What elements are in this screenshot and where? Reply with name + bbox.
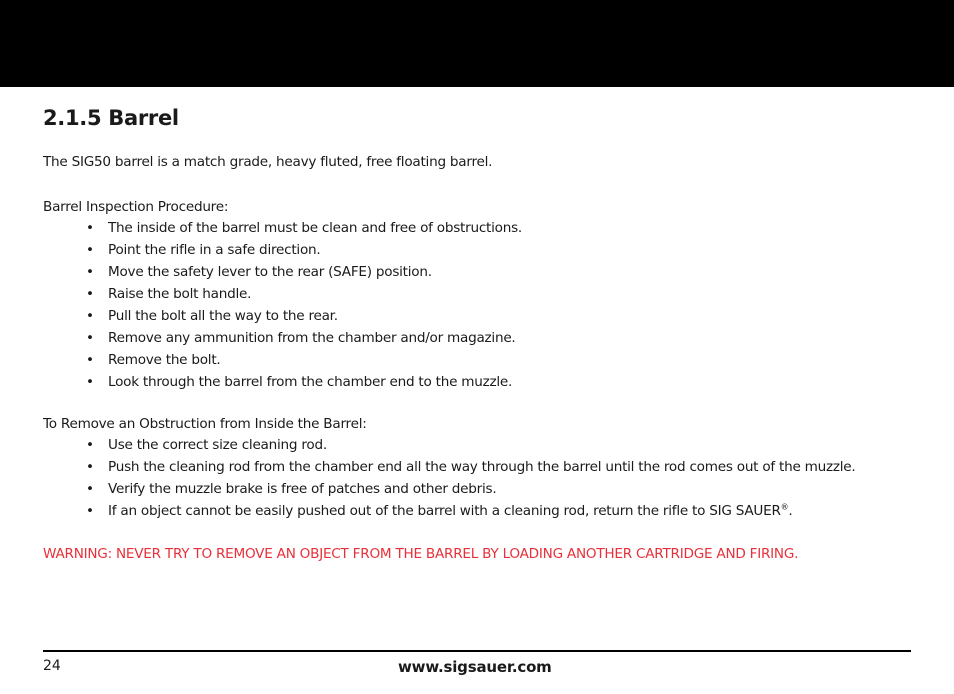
bullet-icon: •	[86, 481, 94, 497]
bullet-icon: •	[86, 459, 94, 475]
bullet-icon: •	[86, 352, 94, 368]
bullet-icon: •	[86, 330, 94, 346]
obstruction-item-end: .	[788, 503, 793, 519]
inspection-item-text: Remove the bolt.	[108, 352, 221, 368]
footer-divider	[43, 650, 911, 652]
obstruction-item-text: Use the correct size cleaning rod.	[108, 437, 327, 453]
obstruction-heading: To Remove an Obstruction from Inside the Barrel:	[43, 416, 367, 432]
registered-mark: ®	[780, 502, 789, 512]
page-number: 24	[43, 658, 61, 674]
intro-paragraph: The SIG50 barrel is a match grade, heavy fluted, free floating barrel.	[43, 154, 493, 170]
header-band	[0, 0, 954, 87]
obstruction-item-text: Push the cleaning rod from the chamber end all the way through the barrel until the rod comes out of the muzzle.	[108, 459, 856, 475]
obstruction-item-text: Verify the muzzle brake is free of patches and other debris.	[108, 481, 497, 497]
bullet-icon: •	[86, 264, 94, 280]
bullet-icon: •	[86, 374, 94, 390]
obstruction-item-text	[108, 502, 792, 520]
inspection-item-text: Pull the bolt all the way to the rear.	[108, 308, 338, 324]
inspection-item-text: The inside of the barrel must be clean and free of obstructions.	[108, 220, 522, 236]
inspection-item-text: Remove any ammunition from the chamber and/or magazine.	[108, 330, 516, 346]
warning-text: WARNING: NEVER TRY TO REMOVE AN OBJECT FROM THE BARREL BY LOADING ANOTHER CARTRIDGE AND FIRING.	[43, 546, 799, 562]
footer-url: www.sigsauer.com	[398, 658, 552, 676]
inspection-item-text: Move the safety lever to the rear (SAFE) position.	[108, 264, 432, 280]
bullet-icon: •	[86, 503, 94, 519]
bullet-icon: •	[86, 286, 94, 302]
bullet-icon: •	[86, 437, 94, 453]
inspection-item-text: Raise the bolt handle.	[108, 286, 252, 302]
obstruction-item-main: If an object cannot be easily pushed out of the barrel with a cleaning rod, return the rifle to SIG SAUER	[108, 503, 781, 519]
inspection-item-text: Look through the barrel from the chamber end to the muzzle.	[108, 374, 513, 390]
bullet-icon: •	[86, 242, 94, 258]
inspection-heading: Barrel Inspection Procedure:	[43, 199, 229, 215]
inspection-item-text: Point the rifle in a safe direction.	[108, 242, 321, 258]
bullet-icon: •	[86, 220, 94, 236]
bullet-icon: •	[86, 308, 94, 324]
section-title: 2.1.5 Barrel	[43, 106, 179, 130]
